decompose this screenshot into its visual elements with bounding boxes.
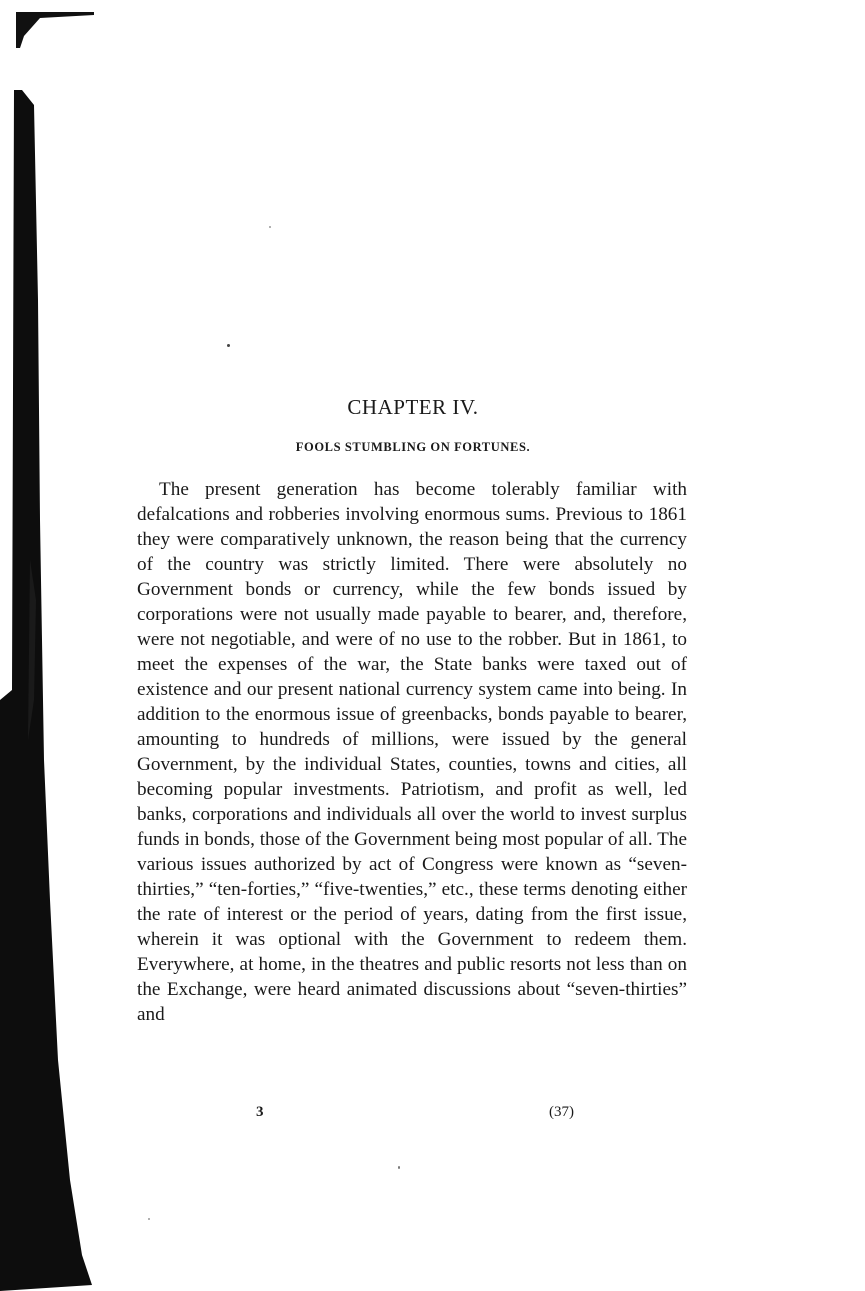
scan-speck [148,1218,150,1220]
scan-speck [398,1166,400,1169]
scanned-binding-edge [0,0,96,1291]
chapter-title: CHAPTER IV. [347,395,479,419]
page-number: (37) [549,1104,574,1120]
signature-mark: 3 [256,1104,264,1120]
scan-speck [227,344,230,347]
chapter-subtitle: FOOLS STUMBLING ON FORTUNES. [295,440,531,454]
body-paragraph: The present generation has become tolerably familiar with defalcations and robberies involving enormous sums. Previous to 1861 they were comparatively unknown, the reason being that the currency of the country was strictly limited. There were absolutely no Government bonds or currency, while the few bonds issued by corporations were not usually made payable to bearer, and, therefore, were not negotiable, and were of no use to the robber. But in 1861, to meet the expenses of the war, the State banks were taxed out of existence and our present national currency system came into being. In addition to the enormous issue of greenbacks, bonds payable to bearer, amounting to hundreds of millions, were issued by the general Government, by the individual States, counties, towns and cities, all becoming popular investments. Patriotism, and profit as well, led banks, corporations and individuals all over the world to invest surplus funds in bonds, those of the Government being most popular of all. The various issues authorized by act of Congress were known as “seven-thirties,” “ten-forties,” “five-twenties,” etc., these terms denoting either the rate of interest or the period of years, dating from the first issue, wherein it was optional with the Government to redeem them. Everywhere, at home, in the theatres and public resorts not less than on the Exchange, were heard animated discussions about “seven-thirties” and [137,479,687,1025]
scan-speck [269,226,271,228]
